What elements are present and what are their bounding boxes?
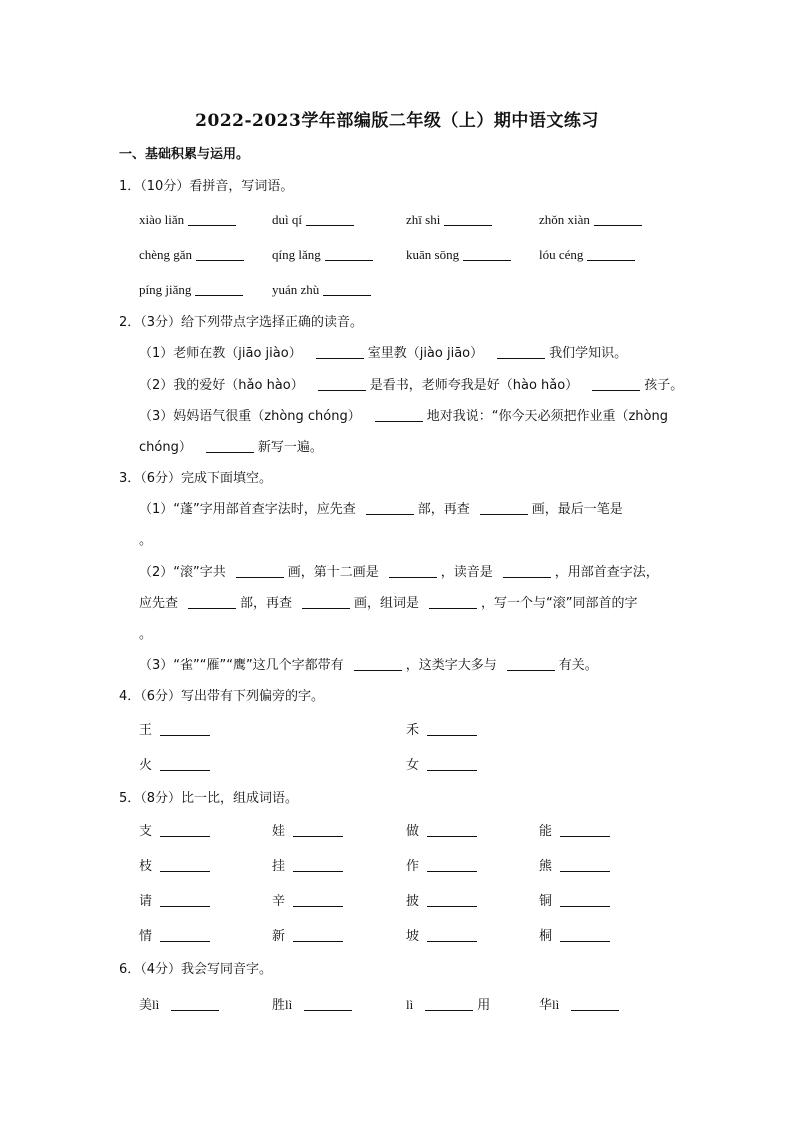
answer-blank[interactable] bbox=[497, 345, 545, 359]
q5-item: 能 bbox=[539, 823, 614, 841]
q3-line-4: 应先查 部，再查 画，组词是 ，写一个与“滚”同部首的字 bbox=[139, 596, 638, 611]
q4-item: 女 bbox=[406, 757, 481, 775]
q5-item: 披 bbox=[406, 893, 481, 911]
answer-blank[interactable] bbox=[160, 893, 210, 907]
answer-blank[interactable] bbox=[236, 564, 284, 578]
answer-blank[interactable] bbox=[366, 501, 414, 515]
q3-line-6: （3）“雀”“雁”“鹰”这几个字都带有 ，这类字大多与 有关。 bbox=[139, 658, 598, 673]
q1-item bbox=[539, 246, 639, 264]
answer-blank[interactable] bbox=[160, 722, 210, 736]
pinyin: xiào liǎn bbox=[139, 212, 185, 227]
answer-blank[interactable] bbox=[325, 247, 373, 261]
answer-blank[interactable] bbox=[587, 247, 635, 261]
q5-item: 桐 bbox=[539, 928, 614, 946]
answer-blank[interactable] bbox=[171, 997, 219, 1011]
answer-blank[interactable] bbox=[160, 823, 210, 837]
q5-item: 做 bbox=[406, 823, 481, 841]
answer-blank[interactable] bbox=[507, 657, 555, 671]
answer-blank[interactable] bbox=[427, 858, 477, 872]
q5-item: 铜 bbox=[539, 893, 614, 911]
answer-blank[interactable] bbox=[206, 439, 254, 453]
q1-item bbox=[272, 246, 377, 264]
q5-item: 请 bbox=[139, 893, 214, 911]
q5-item: 娃 bbox=[272, 823, 347, 841]
pinyin: qíng lǎng bbox=[272, 247, 321, 262]
answer-blank[interactable] bbox=[293, 823, 343, 837]
q6-item: 美lì bbox=[139, 996, 223, 1015]
q2-line-4: chóng） 新写一遍。 bbox=[139, 440, 323, 455]
q6-item: 胜lì bbox=[272, 996, 356, 1015]
answer-blank[interactable] bbox=[318, 377, 366, 391]
q3-line-5: 。 bbox=[139, 627, 153, 642]
answer-blank[interactable] bbox=[427, 928, 477, 942]
answer-blank[interactable] bbox=[480, 501, 528, 515]
answer-blank[interactable] bbox=[571, 997, 619, 1011]
q5-item: 支 bbox=[139, 823, 214, 841]
pinyin: píng jiǎng bbox=[139, 282, 192, 297]
q4-item: 王 bbox=[139, 722, 214, 740]
answer-blank[interactable] bbox=[427, 893, 477, 907]
answer-blank[interactable] bbox=[188, 595, 236, 609]
answer-blank[interactable] bbox=[323, 282, 371, 296]
q3-line-2: 。 bbox=[139, 533, 153, 548]
answer-blank[interactable] bbox=[444, 212, 492, 226]
answer-blank[interactable] bbox=[592, 377, 640, 391]
answer-blank[interactable] bbox=[427, 823, 477, 837]
q3-heading: 3．（6分）完成下面填空。 bbox=[119, 471, 273, 486]
q5-item: 作 bbox=[406, 858, 481, 876]
answer-blank[interactable] bbox=[293, 893, 343, 907]
answer-blank[interactable] bbox=[427, 757, 477, 771]
answer-blank[interactable] bbox=[293, 858, 343, 872]
page-title: 2022-2023学年部编版二年级（上）期中语文练习 bbox=[195, 111, 599, 131]
q6-item: lì 用 bbox=[406, 997, 491, 1013]
pinyin: kuān sōng bbox=[406, 247, 460, 262]
answer-blank[interactable] bbox=[594, 212, 642, 226]
answer-blank[interactable] bbox=[560, 893, 610, 907]
answer-blank[interactable] bbox=[160, 858, 210, 872]
answer-blank[interactable] bbox=[375, 408, 423, 422]
answer-blank[interactable] bbox=[316, 345, 364, 359]
q1-item bbox=[139, 211, 240, 229]
pinyin: zhī shi bbox=[406, 212, 441, 227]
q1-item bbox=[272, 281, 375, 299]
pinyin: lóu céng bbox=[539, 247, 584, 262]
pinyin: yuán zhù bbox=[272, 282, 320, 297]
q2-line-2: （2）我的爱好（hǎo hào） 是看书，老师夸我是好（hào hǎo） 孩子。 bbox=[139, 378, 684, 393]
q3-line-3: （2）“滚”字共 画，第十二画是 ，读音是 ，用部首查字法， bbox=[139, 565, 659, 580]
q1-item bbox=[539, 211, 646, 229]
answer-blank[interactable] bbox=[196, 247, 244, 261]
q5-item: 坡 bbox=[406, 928, 481, 946]
answer-blank[interactable] bbox=[560, 823, 610, 837]
answer-blank[interactable] bbox=[293, 928, 343, 942]
q5-heading: 5．（8分）比一比，组成词语。 bbox=[119, 791, 299, 806]
pinyin: zhǒn xiàn bbox=[539, 212, 590, 227]
q1-item bbox=[406, 211, 496, 229]
pinyin: duì qí bbox=[272, 212, 302, 227]
q6-item: 华lì bbox=[539, 996, 623, 1015]
answer-blank[interactable] bbox=[304, 997, 352, 1011]
answer-blank[interactable] bbox=[160, 757, 210, 771]
q4-item: 火 bbox=[139, 757, 214, 775]
q5-item: 新 bbox=[272, 928, 347, 946]
q1-heading: 1．（10分）看拼音，写词语。 bbox=[119, 179, 294, 194]
answer-blank[interactable] bbox=[302, 595, 350, 609]
section-heading: 一、基础积累与运用。 bbox=[119, 147, 250, 162]
q5-item: 辛 bbox=[272, 893, 347, 911]
answer-blank[interactable] bbox=[160, 928, 210, 942]
answer-blank[interactable] bbox=[429, 595, 477, 609]
q3-line-1: （1）“蓬”字用部首查字法时，应先查 部，再查 画，最后一笔是 bbox=[139, 502, 623, 517]
pinyin: chèng gǎn bbox=[139, 247, 193, 262]
answer-blank[interactable] bbox=[354, 657, 402, 671]
q1-item bbox=[139, 246, 248, 264]
q1-item bbox=[272, 211, 358, 229]
q2-line-3: （3）妈妈语气很重（zhòng chóng） 地对我说：“你今天必须把作业重（zhòng bbox=[139, 409, 668, 424]
q5-item: 情 bbox=[139, 928, 214, 946]
answer-blank[interactable] bbox=[427, 722, 477, 736]
answer-blank[interactable] bbox=[503, 564, 551, 578]
q4-item: 禾 bbox=[406, 722, 481, 740]
answer-blank[interactable] bbox=[195, 282, 243, 296]
answer-blank[interactable] bbox=[188, 212, 236, 226]
answer-blank[interactable] bbox=[560, 928, 610, 942]
q2-line-1: （1）老师在教（jiāo jiào） 室里教（jiào jiāo） 我们学知识。 bbox=[139, 346, 628, 361]
answer-blank[interactable] bbox=[306, 212, 354, 226]
q5-item: 枝 bbox=[139, 858, 214, 876]
answer-blank[interactable] bbox=[463, 247, 511, 261]
q1-item bbox=[406, 246, 515, 264]
q4-heading: 4．（6分）写出带有下列偏旁的字。 bbox=[119, 689, 325, 704]
answer-blank[interactable] bbox=[560, 858, 610, 872]
q2-heading: 2．（3分）给下列带点字选择正确的读音。 bbox=[119, 315, 364, 330]
answer-blank[interactable] bbox=[425, 997, 473, 1011]
answer-blank[interactable] bbox=[389, 564, 437, 578]
q1-item bbox=[139, 281, 247, 299]
q5-item: 熊 bbox=[539, 858, 614, 876]
q5-item: 挂 bbox=[272, 858, 347, 876]
q6-heading: 6．（4分）我会写同音字。 bbox=[119, 962, 273, 977]
